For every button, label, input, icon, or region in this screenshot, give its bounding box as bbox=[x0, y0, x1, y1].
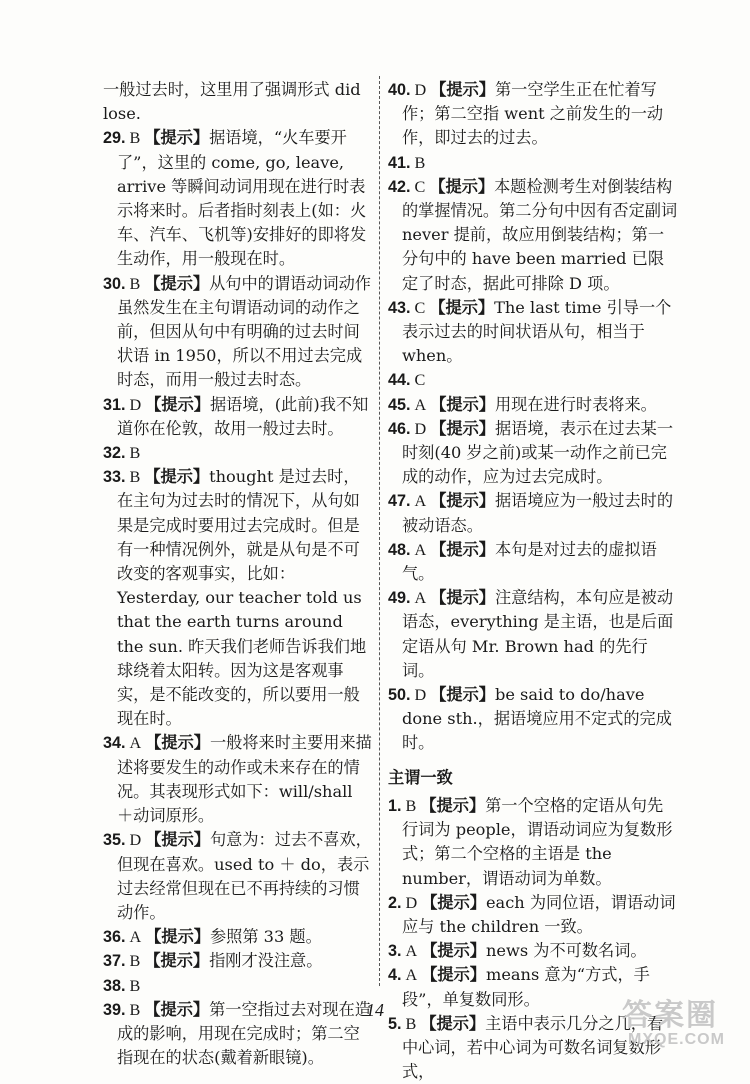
explanation-text: 注意结构，本句应是被动语态，everything 是主语，也是后面定语从句 Mr. Brown had 的先行词。 bbox=[402, 588, 674, 680]
right-column bbox=[388, 78, 678, 1084]
answer-letter: D bbox=[405, 893, 418, 912]
question-number: 41. bbox=[388, 153, 411, 172]
question-number: 44. bbox=[388, 371, 411, 390]
answer-list-right bbox=[388, 78, 678, 756]
hint-tag: 【提示】 bbox=[430, 491, 495, 511]
question-number: 48. bbox=[388, 540, 411, 559]
answer-letter: B bbox=[129, 468, 141, 487]
hint-tag: 【提示】 bbox=[145, 927, 210, 947]
answer-letter: B bbox=[129, 129, 141, 148]
answer-letter: D bbox=[129, 395, 142, 414]
question-number: 35. bbox=[103, 831, 126, 850]
answer-letter: A bbox=[414, 492, 427, 511]
explanation-text: 第一空指过去对现在造成的影响，用现在完成时；第二空指现在的状态(戴着新眼镜)。 bbox=[117, 999, 371, 1068]
explanation-text: 第一空学生正在忙着写作；第二空指 went 之前发生的一动作，即过去的过去。 bbox=[402, 80, 664, 148]
question-number: 40. bbox=[388, 81, 411, 99]
answer-entry bbox=[103, 974, 373, 998]
answer-entry bbox=[388, 794, 678, 891]
explanation-text: The last time 引导一个表示过去的时间状语从句，相当于 when。 bbox=[402, 297, 672, 366]
answer-letter: A bbox=[414, 540, 427, 559]
answer-letter: B bbox=[405, 796, 417, 815]
answer-entry bbox=[388, 891, 678, 939]
question-number: 50. bbox=[388, 686, 411, 705]
explanation-text: 用现在进行时表将来。 bbox=[494, 394, 657, 414]
question-number: 45. bbox=[388, 395, 411, 414]
answer-entry bbox=[103, 731, 373, 828]
explanation-text: 一般过去时，这里用了强调形式 did lose. bbox=[103, 80, 361, 124]
answer-entry bbox=[388, 489, 678, 537]
section-title: 主谓一致 bbox=[388, 768, 453, 787]
answer-letter: D bbox=[414, 686, 427, 705]
watermark-text: 答案圈 bbox=[622, 999, 718, 1032]
question-number: 47. bbox=[388, 492, 411, 511]
answer-letter: B bbox=[129, 444, 141, 463]
answer-entry bbox=[388, 296, 678, 369]
answer-letter: C bbox=[414, 298, 426, 317]
explanation-text: 本题检测考生对倒装结构的掌握情况。第二分句中因有否定副词 never 提前，故应用倒装结构；第一分句中的 have been married 已限定了时态，据此可排除 D 项。 bbox=[402, 176, 678, 293]
column-divider bbox=[379, 76, 380, 986]
question-number: 37. bbox=[103, 952, 126, 971]
hint-tag: 【提示】 bbox=[145, 394, 210, 414]
hint-tag: 【提示】 bbox=[420, 1013, 486, 1033]
question-number: 2. bbox=[388, 893, 402, 912]
answer-letter: B bbox=[414, 153, 426, 172]
question-number: 3. bbox=[388, 942, 402, 961]
answer-entry bbox=[103, 441, 373, 465]
question-number: 30. bbox=[103, 274, 126, 293]
hint-tag: 【提示】 bbox=[429, 297, 495, 317]
explanation-text: 句意为：过去不喜欢，但现在喜欢。used to ＋ do，表示过去经常但现在已不再持续的习惯动作。 bbox=[117, 830, 372, 922]
answer-entry bbox=[388, 151, 678, 175]
question-number: 32. bbox=[103, 444, 126, 463]
hint-tag: 【提示】 bbox=[430, 418, 495, 438]
answer-entry bbox=[388, 78, 678, 151]
answer-entry bbox=[103, 393, 373, 441]
hint-tag: 【提示】 bbox=[145, 830, 210, 850]
answer-letter: B bbox=[129, 976, 141, 995]
question-number: 4. bbox=[388, 966, 402, 985]
answer-entry bbox=[103, 126, 373, 271]
answer-letter: D bbox=[129, 831, 142, 850]
hint-tag: 【提示】 bbox=[421, 941, 486, 961]
hint-tag: 【提示】 bbox=[430, 685, 495, 705]
answer-letter: A bbox=[414, 395, 427, 414]
explanation-text: 主语中表示几分之几，看中心词，若中心词为可数名词复数形式， bbox=[402, 1013, 664, 1082]
question-number: 42. bbox=[388, 177, 411, 196]
answer-entry bbox=[388, 368, 678, 392]
answer-letter: D bbox=[414, 81, 427, 99]
hint-tag: 【提示】 bbox=[430, 539, 495, 559]
explanation-text: 指刚才没注意。 bbox=[209, 951, 323, 971]
hint-tag: 【提示】 bbox=[429, 176, 495, 196]
answer-entry bbox=[103, 828, 373, 925]
hint-tag: 【提示】 bbox=[430, 394, 495, 414]
answer-letter: B bbox=[129, 952, 141, 971]
hint-tag: 【提示】 bbox=[144, 467, 210, 487]
answer-letter: B bbox=[405, 1014, 417, 1033]
answer-entry bbox=[388, 683, 678, 756]
question-number: 49. bbox=[388, 589, 411, 608]
answer-entry bbox=[388, 417, 678, 490]
answer-entry bbox=[388, 538, 678, 586]
answer-letter: C bbox=[414, 371, 426, 390]
hint-tag: 【提示】 bbox=[145, 733, 210, 753]
explanation-text: 据语境应为一般过去时的被动语态。 bbox=[402, 491, 674, 535]
question-number: 46. bbox=[388, 419, 411, 438]
answer-letter: C bbox=[414, 177, 426, 196]
question-number: 36. bbox=[103, 928, 126, 947]
explanation-text: 第一个空格的定语从句先行词为 people，谓语动词应为复数形式；第二个空格的主语是 the number，谓语动词为单数。 bbox=[402, 795, 673, 888]
page-number: 14 bbox=[366, 1000, 384, 1020]
hint-tag: 【提示】 bbox=[144, 951, 210, 971]
explanation-text: thought 是过去时，在主句为过去时的情况下，从句如果是完成时要用过去完成时。但是有一种情况例外，就是从句是不可改变的客观事实，比如：Yesterday, our teacher told us that the earth turns around the sun. 昨天我们老师告诉我们地球绕着太阳转。因为这是客观事实，是不能改变的，所以要用一般现在时。 bbox=[117, 467, 367, 729]
left-column bbox=[103, 78, 373, 1070]
explanation-text: each 为同位语，谓语动词应与 the children 一致。 bbox=[402, 892, 676, 936]
watermark-logo bbox=[622, 1000, 742, 1048]
hint-tag: 【提示】 bbox=[420, 795, 486, 815]
explanation-text: 一般将来时主要用来描述将要发生的动作或未来存在的情况。其表现形式如下：will/shall ＋动词原形。 bbox=[117, 733, 372, 826]
hint-tag: 【提示】 bbox=[144, 273, 210, 293]
answer-entry bbox=[388, 393, 678, 417]
question-number: 1. bbox=[388, 796, 402, 815]
question-number: 34. bbox=[103, 734, 126, 753]
explanation-text: 从句中的谓语动词动作虽然发生在主句谓语动词的动作之前，但因从句中有明确的过去时间状语 in 1950，所以不用过去完成时态，而用一般过去时态。 bbox=[117, 273, 371, 390]
question-number: 31. bbox=[103, 395, 126, 414]
answer-letter: B bbox=[129, 1000, 141, 1019]
explanation-text: 据语境，表示在过去某一时刻(40 岁之前)或某一动作之前已完成的动作，应为过去完成时。 bbox=[402, 418, 674, 487]
hint-tag: 【提示】 bbox=[421, 892, 486, 912]
answer-letter: A bbox=[405, 942, 418, 961]
question-number: 5. bbox=[388, 1014, 402, 1033]
question-number: 38. bbox=[103, 976, 126, 995]
answer-entry bbox=[388, 939, 678, 963]
hint-tag: 【提示】 bbox=[430, 80, 495, 99]
hint-tag: 【提示】 bbox=[144, 999, 210, 1019]
question-number: 33. bbox=[103, 468, 126, 487]
answer-letter: A bbox=[405, 966, 418, 985]
answer-letter: B bbox=[129, 274, 141, 293]
answer-letter: A bbox=[129, 734, 142, 753]
answer-letter: A bbox=[129, 928, 142, 947]
question-number: 43. bbox=[388, 298, 411, 317]
explanation-text: 据语境，“火车要开了”，这里的 come, go, leave, arrive 等瞬间动词用现在进行时表示将来时。后者指时刻表上(如：火车、汽车、飞机等)安排好的即将发生动作，用一般现在时。 bbox=[117, 128, 367, 269]
explanation-text: 据语境，(此前)我不知道你在伦敦，故用一般过去时。 bbox=[117, 394, 369, 438]
answer-entry bbox=[388, 586, 678, 683]
answer-entry bbox=[103, 949, 373, 973]
answer-entry bbox=[103, 78, 373, 126]
answer-entry bbox=[388, 175, 678, 296]
explanation-text: means 意为“方式，手段”，单复数同形。 bbox=[402, 965, 650, 1009]
hint-tag: 【提示】 bbox=[430, 588, 495, 608]
explanation-text: 参照第 33 题。 bbox=[209, 927, 322, 947]
question-number: 29. bbox=[103, 129, 126, 148]
question-number: 39. bbox=[103, 1000, 126, 1019]
explanation-text: be said to do/have done sth.，据语境应用不定式的完成时。 bbox=[402, 685, 672, 753]
answer-entry bbox=[103, 272, 373, 393]
answer-entry bbox=[103, 465, 373, 731]
watermark-url: MXQE.COM bbox=[628, 1031, 725, 1048]
hint-tag: 【提示】 bbox=[421, 965, 486, 985]
answer-letter: D bbox=[414, 419, 427, 438]
answer-letter: A bbox=[414, 589, 427, 608]
hint-tag: 【提示】 bbox=[144, 128, 210, 148]
explanation-text: news 为不可数名词。 bbox=[485, 941, 647, 961]
explanation-text: 本句是对过去的虚拟语气。 bbox=[402, 539, 657, 584]
answer-entry bbox=[103, 925, 373, 949]
